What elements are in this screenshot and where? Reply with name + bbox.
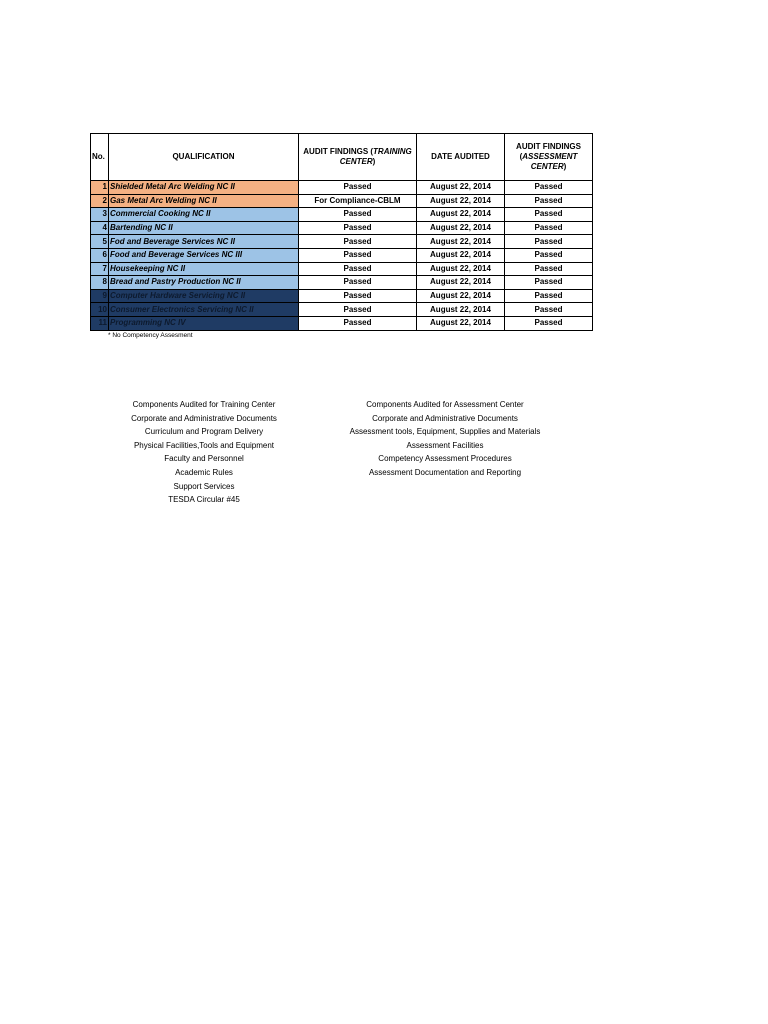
row-date-audited: August 22, 2014 [417, 276, 505, 290]
row-training-finding: Passed [299, 235, 417, 249]
header-audit-assessment-prefix: AUDIT FINDINGS ( [516, 142, 581, 161]
header-qualification: QUALIFICATION [109, 134, 299, 181]
table-header-row [91, 134, 593, 181]
row-training-finding: For Compliance-CBLM [299, 194, 417, 208]
row-qualification: Fod and Beverage Services NC II [109, 235, 299, 249]
row-qualification: Shielded Metal Arc Welding NC II [109, 181, 299, 195]
row-assessment-finding: Passed [505, 181, 593, 195]
row-no: 5 [91, 235, 109, 249]
list-item: Academic Rules [175, 467, 233, 477]
list-item: Curriculum and Program Delivery [144, 427, 264, 437]
row-qualification: Computer Hardware Servicing NC II [109, 289, 299, 303]
list-item: Corporate and Administrative Documents [372, 413, 518, 423]
row-qualification: Consumer Electronics Servicing NC II [109, 303, 299, 317]
row-assessment-finding: Passed [505, 289, 593, 303]
header-audit-training-prefix: AUDIT FINDINGS ( [303, 147, 374, 156]
table-row [91, 194, 593, 208]
header-date-audited: DATE AUDITED [417, 134, 505, 181]
row-no: 4 [91, 221, 109, 235]
header-no: No. [91, 134, 109, 181]
list-item: Assessment tools, Equipment, Supplies and Materials [349, 427, 541, 437]
row-no: 2 [91, 194, 109, 208]
list-item: Faculty and Personnel [164, 454, 244, 464]
audit-findings-table [90, 133, 593, 331]
list-item: TESDA Circular #45 [168, 495, 240, 505]
training-components-title: Components Audited for Training Center [132, 400, 276, 409]
row-qualification: Bread and Pastry Production NC II [109, 276, 299, 290]
table-row [91, 235, 593, 249]
row-date-audited: August 22, 2014 [417, 262, 505, 276]
list-item: Assessment Facilities [406, 440, 484, 450]
row-date-audited: August 22, 2014 [417, 289, 505, 303]
table-row [91, 262, 593, 276]
header-audit-training [299, 134, 417, 181]
row-no: 6 [91, 248, 109, 262]
header-audit-training-suffix: ) [372, 157, 376, 166]
row-no: 1 [91, 181, 109, 195]
row-qualification: Commercial Cooking NC II [109, 208, 299, 222]
footnote: * No Competency Assesment [108, 332, 193, 339]
row-date-audited: August 22, 2014 [417, 235, 505, 249]
header-audit-training-em: TRAINING CENTER [339, 147, 412, 166]
row-qualification: Bartending NC II [109, 221, 299, 235]
table-row [91, 303, 593, 317]
row-assessment-finding: Passed [505, 221, 593, 235]
header-audit-assessment-em: ASSESSMENT CENTER [522, 152, 578, 171]
list-item: Assessment Documentation and Reporting [368, 467, 522, 477]
row-date-audited: August 22, 2014 [417, 194, 505, 208]
row-no: 7 [91, 262, 109, 276]
row-date-audited: August 22, 2014 [417, 221, 505, 235]
row-assessment-finding: Passed [505, 248, 593, 262]
training-components-list [84, 398, 324, 507]
row-no: 11 [91, 316, 109, 330]
table-row [91, 289, 593, 303]
row-training-finding: Passed [299, 221, 417, 235]
row-training-finding: Passed [299, 276, 417, 290]
row-date-audited: August 22, 2014 [417, 181, 505, 195]
row-training-finding: Passed [299, 181, 417, 195]
list-item: Competency Assessment Procedures [378, 454, 512, 464]
row-assessment-finding: Passed [505, 303, 593, 317]
row-assessment-finding: Passed [505, 194, 593, 208]
row-training-finding: Passed [299, 248, 417, 262]
table-row [91, 276, 593, 290]
list-item: Support Services [173, 481, 235, 491]
list-item: Corporate and Administrative Documents [131, 413, 277, 423]
table-row [91, 221, 593, 235]
row-training-finding: Passed [299, 262, 417, 276]
row-date-audited: August 22, 2014 [417, 248, 505, 262]
table-row [91, 181, 593, 195]
row-qualification: Housekeeping NC II [109, 262, 299, 276]
row-no: 3 [91, 208, 109, 222]
row-training-finding: Passed [299, 316, 417, 330]
row-qualification: Gas Metal Arc Welding NC II [109, 194, 299, 208]
row-qualification: Food and Beverage Services NC III [109, 248, 299, 262]
row-assessment-finding: Passed [505, 276, 593, 290]
row-training-finding: Passed [299, 303, 417, 317]
header-audit-assessment-suffix: ) [563, 162, 567, 171]
table-row [91, 316, 593, 330]
assessment-components-title: Components Audited for Assessment Center [366, 400, 524, 409]
row-assessment-finding: Passed [505, 316, 593, 330]
row-qualification: Programming NC IV [109, 316, 299, 330]
row-date-audited: August 22, 2014 [417, 208, 505, 222]
row-training-finding: Passed [299, 208, 417, 222]
assessment-components-list [325, 398, 565, 480]
row-training-finding: Passed [299, 289, 417, 303]
table-row [91, 248, 593, 262]
row-assessment-finding: Passed [505, 262, 593, 276]
table-row [91, 208, 593, 222]
row-assessment-finding: Passed [505, 235, 593, 249]
row-date-audited: August 22, 2014 [417, 316, 505, 330]
header-audit-assessment [505, 134, 593, 181]
row-date-audited: August 22, 2014 [417, 303, 505, 317]
row-no: 9 [91, 289, 109, 303]
list-item: Physical Facilities,Tools and Equipment [133, 440, 275, 450]
row-no: 8 [91, 276, 109, 290]
row-assessment-finding: Passed [505, 208, 593, 222]
row-no: 10 [91, 303, 109, 317]
